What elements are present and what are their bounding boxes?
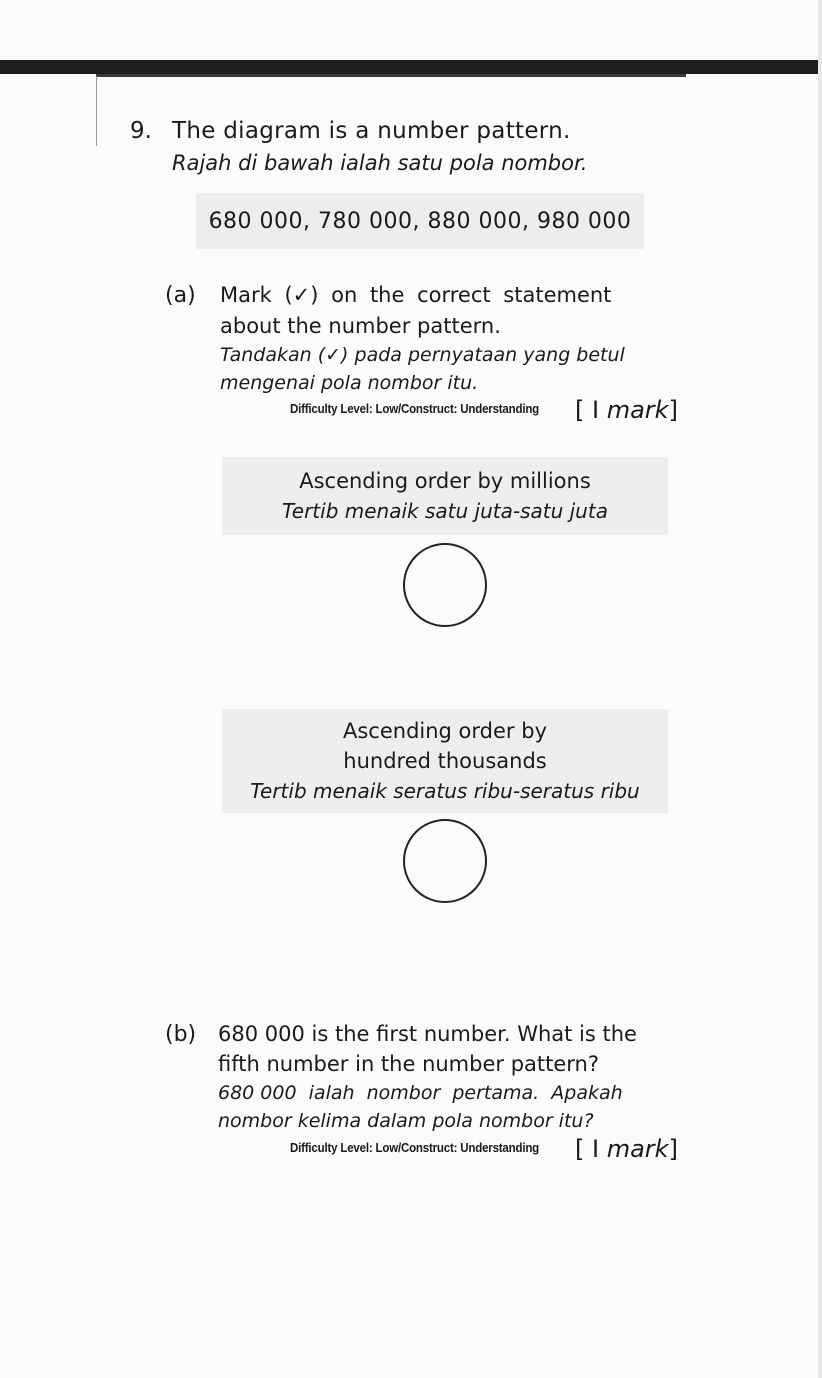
part-b-label: (b)	[165, 1022, 197, 1047]
option-box-millions	[222, 457, 668, 535]
part-a-mark-close: ]	[668, 396, 678, 424]
part-a-difficulty: Difficulty Level: Low/Construct: Understanding	[290, 402, 540, 416]
left-rule	[96, 76, 97, 146]
question-text-en: The diagram is a number pattern.	[172, 118, 571, 144]
option-2-answer-circle[interactable]	[403, 819, 487, 903]
part-b-answer-space[interactable]	[218, 1180, 668, 1340]
part-b-line1: 680 000 is the first number. What is the	[218, 1022, 637, 1046]
part-b-mark-close: ]	[668, 1135, 678, 1163]
part-a-line1: Mark (✓) on the correct statement	[220, 283, 612, 307]
part-a-mark-word: mark	[606, 396, 669, 424]
part-b-difficulty: Difficulty Level: Low/Construct: Understanding	[290, 1141, 540, 1155]
part-b-line4-ms: nombor kelima dalam pola nombor itu?	[218, 1110, 594, 1132]
part-b-mark-word: mark	[606, 1135, 669, 1163]
question-number: 9.	[130, 118, 152, 144]
part-b-mark-open: [ I	[575, 1135, 607, 1163]
top-rule	[96, 74, 686, 77]
option-1-text-ms: Tertib menaik satu juta-satu juta	[282, 499, 608, 523]
part-a-mark-open: [ I	[575, 396, 607, 424]
number-pattern-box	[196, 193, 644, 249]
part-a-line3-ms: Tandakan (✓) pada pernyataan yang betul	[220, 344, 625, 366]
part-b-line3-ms: 680 000 ialah nombor pertama. Apakah	[218, 1082, 623, 1104]
option-2-text-ms: Tertib menaik seratus ribu-seratus ribu	[250, 779, 640, 803]
option-2-text-en-line2: hundred thousands	[343, 749, 547, 773]
top-border	[0, 60, 822, 74]
part-a-mark	[575, 396, 678, 424]
option-1-text-en: Ascending order by millions	[299, 469, 591, 493]
part-b-mark	[575, 1135, 678, 1163]
option-2-text-en-line1: Ascending order by	[343, 719, 547, 743]
part-a-line4-ms: mengenai pola nombor itu.	[220, 372, 479, 394]
option-1-answer-circle[interactable]	[403, 543, 487, 627]
question-text-ms: Rajah di bawah ialah satu pola nombor.	[172, 151, 588, 175]
part-a-line2: about the number pattern.	[220, 314, 501, 338]
number-pattern: 680 000, 780 000, 880 000, 980 000	[208, 208, 632, 234]
option-box-hundred-thousands	[222, 709, 668, 813]
right-edge	[818, 0, 822, 1378]
part-b-line2: fifth number in the number pattern?	[218, 1052, 600, 1076]
part-a-label: (a)	[165, 283, 196, 308]
